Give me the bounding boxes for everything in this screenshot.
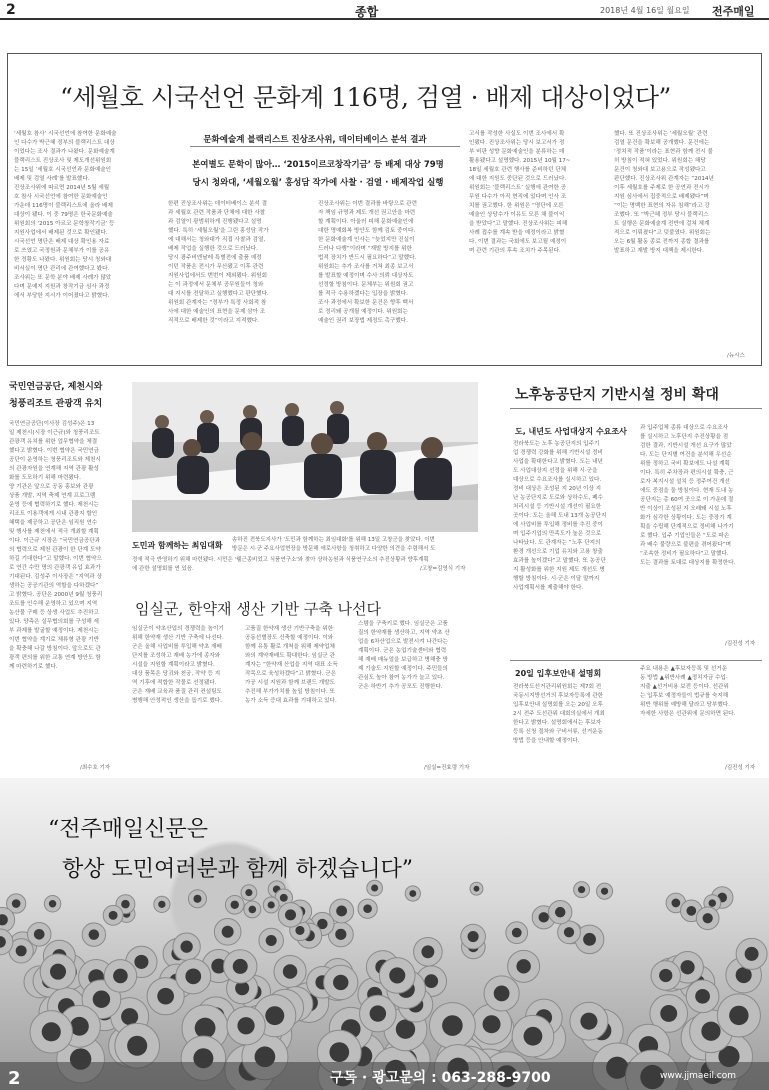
section-name: 종합: [355, 5, 379, 19]
top-col-2-line: 과 검열이 광범위하게 진행됐다고 설명: [168, 219, 262, 225]
sunflower: [549, 900, 572, 923]
top-col-1-line: 위원회의 ‘2015 아르코 문학창작기금’ 등: [14, 221, 115, 227]
page-number: 2: [6, 2, 16, 18]
top-col-1-line: 호 참사 시국선언에 참여한 문화예술인: [14, 194, 108, 200]
mid-col-3-line: 제 기술도 지원할 예정이다. 주민들의: [358, 666, 448, 672]
top-col-1-line: 조사위는 또 문학 분야 배제 사례가 많았: [14, 275, 112, 281]
sunflower: [27, 923, 51, 947]
top-col-1-line: 이었다는 조사 결과가 나왔다. 문화예술계: [14, 149, 115, 155]
top-col-4-line: 위원회는 ‘블랙리스트’ 실행에 관여한 공: [469, 185, 567, 191]
top-col-2-line: 사에 대한 예술인의 표현을 문제 삼아 조: [168, 309, 266, 315]
right-col-1-line: 정비 대상은 조성된 지 20년 이상 지: [513, 486, 602, 492]
top-col-2-line: 대 지시를 전달하고 실행했다고 판단했다.: [168, 291, 269, 297]
top-col-1-line: 지원사업에서 배제된 것으로 확인됐다.: [14, 230, 108, 236]
top-col-2-line: 에 대해서는 청와대가 직접 사찰과 검열,: [168, 237, 266, 243]
ad-line-1: “전주매일신문은: [48, 817, 209, 842]
top-col-5: [614, 130, 757, 350]
right-sub2-col-2-line: 동 방법 ▲위반사례 ▲정치자금 수입·: [640, 675, 728, 681]
sunflower: [278, 903, 302, 927]
mid-col-2-line: 계자는 “한약재 산업을 지역 대표 소득: [245, 662, 338, 668]
sunflower: [512, 1015, 554, 1057]
top-col-2-line: 한편 진상조사위는 데이터베이스 분석 결: [168, 201, 267, 207]
top-col-1-line: 한 정황도 나왔다. 위원회는 당시 청와대: [14, 257, 112, 263]
right-rule: [510, 408, 762, 409]
right-col-1-line: 에 사업비를 투입해 정비를 추진 중이: [513, 522, 603, 528]
top-col-5-line: 했다. 또 진상조사위는 ‘세월오월’ 관련: [614, 131, 708, 137]
top-col-2: [168, 200, 314, 360]
sunflower: [259, 928, 284, 953]
top-col-1-line: 대상이 됐다. 이 중 79명은 한국문화예술: [14, 212, 113, 218]
left-article-line: 고 밝혔다. 공단은 2000년 9월 청풍리: [9, 592, 103, 598]
left-article-line: 관광객 유치를 위한 업무협약을 체결: [9, 439, 98, 445]
right-sub2-col-2-line: 주요 내용은 ▲후보자등록 및 선거운: [640, 666, 728, 672]
top-col-4-line: 18일 세월호 관련 행사를 준비하던 단체: [469, 167, 567, 173]
left-article-line: 광객 편의를 위한 교통 연계 방안도 함: [9, 655, 101, 661]
mid-col-1-line: 시설을 지원할 계획이라고 밝혔다.: [132, 662, 215, 668]
sunflower: [717, 994, 760, 1037]
page-header: [0, 0, 769, 20]
right-col-2-line: 위를 정하고 국비 확보에도 나설 계획: [640, 461, 730, 467]
sunflower: [224, 950, 257, 983]
top-col-4: [469, 130, 609, 360]
top-col-3-line: 진상조사위는 이번 결과를 바탕으로 관련: [318, 201, 417, 207]
right-col-2: [640, 424, 762, 590]
ad-url: www.jjmaeil.com: [660, 1071, 737, 1081]
mid-col-2-line: 와의 계약재배도 확대한다. 임실군 관: [245, 653, 335, 659]
top-col-5-line: 지원 심사에서 집중적으로 배제됐다”며: [614, 194, 709, 200]
mid-col-2-line: 작목으로 육성하겠다”고 밝혔다. 군은: [245, 671, 337, 677]
right-col-2-line: 과 배수 불량으로 불편을 겪어왔다”며: [640, 542, 732, 548]
mid-col-1-line: 군은 재배 교육과 품질 관리 컨설팅도: [132, 689, 222, 695]
top-col-2-line: 당시 광주비엔날레 특별전에 출품 예정: [168, 255, 262, 261]
top-col-2-line: 위원회 관계자는 “정부가 특정 사회적 참: [168, 300, 267, 306]
right-col-2-line: 공단지는 총 60여 곳으로 이 가운데 절: [640, 497, 734, 503]
top-byline: /뉴시스: [727, 353, 745, 359]
right-col-1-line: 효과를 높이겠다”고 말했다. 또 농공단: [513, 558, 606, 564]
left-article-line: 조트를 인수해 운영하고 있으며 지역: [9, 601, 98, 607]
top-col-2-line: 지원사업에서도 번번이 제외됐다. 위원회: [168, 273, 267, 279]
top-col-2-line: 배제 작업을 실행한 것으로 드러났다.: [168, 246, 258, 252]
left-article-body: [9, 420, 127, 760]
right-sub2-headline: 20일 입후보안내 설명회: [515, 669, 602, 678]
top-col-5-line: ‘정치적 작품’이라는 표현과 함께 전시 불: [614, 149, 713, 155]
top-headline: “세월호 시국선언 문화계 116명, 검열 · 배제 대상이었다”: [60, 83, 671, 112]
top-col-4-line: 을 받았다”고 말했다. 진상조사위는 피해: [469, 221, 568, 227]
mid-col-3: [358, 620, 476, 760]
mid-col-1-line: 위해 한약재 생산 기반 구축에 나선다.: [132, 635, 224, 641]
right-sub2-col-1-line: 국동시지방선거의 후보자등록에 관한: [513, 693, 604, 699]
left-article-line: 했다고 밝혔다. 이번 협약은 국민연금: [9, 448, 99, 454]
right-col-1-line: 지 활성화를 위한 지원 제도 개선도 병: [513, 567, 605, 573]
photo-caption-title: 도민과 함께하는 최임대화: [132, 541, 223, 550]
sunflower: [214, 918, 241, 945]
sunflower: [44, 896, 60, 912]
sunflower-ad: [0, 778, 769, 1090]
left-article-line: 상품 개발, 지역 축제 연계 프로그램: [9, 493, 96, 499]
left-article-line: 국민연금공단(이사장 김성주)은 13: [9, 421, 95, 427]
top-col-5-line: 조했다. 또 “박근혜 정부 당시 블랙리스: [614, 212, 709, 218]
top-col-1-line: 진상조사위에 따르면 2014년 5월 세월: [14, 185, 110, 191]
right-col-2-line: 이다. 특히 주차장과 편의시설 확충, 근: [640, 470, 734, 476]
top-col-4-line: 인됐다. 진상조사위는 당시 보고서가 정: [469, 140, 565, 146]
top-col-2-line: 는 이 과정에서 문체부 공무원들이 청와: [168, 282, 264, 288]
left-article-line: 양 기관은 앞으로 공동 홍보와 관광: [9, 484, 94, 490]
right-col-2-line: 로 했다. 입주 기업인들은 “도로 파손: [640, 533, 730, 539]
top-col-4-line: 며 관련 기관의 후속 조치가 주목된다.: [469, 248, 561, 254]
mid-col-3-line: 관심도 높아 참여 농가가 늘고 있다.: [358, 675, 445, 681]
right-col-1-line: 대상으로 수요조사를 실시하고 있다.: [513, 477, 602, 483]
mid-col-1-line: 군은 올해 사업비를 투입해 약초 재배: [132, 644, 222, 650]
top-deck-1: 문화예술계 블랙리스트 진상조사위, 데이터베이스 분석 결과: [203, 135, 427, 145]
mid-col-2-line: 가공 시설 지원과 함께 브랜드 개발도: [245, 680, 335, 686]
masthead: 전주매일: [712, 5, 755, 18]
left-byline: /최수호 기자: [80, 765, 111, 771]
right-col-2-line: 과 입주업체 종류 대상으로 수요조사: [640, 425, 729, 431]
top-col-3-line: 대한 명예회복 방안도 함께 검토 중이다.: [318, 228, 416, 234]
mid-byline: /임실=진효령 기자: [424, 765, 470, 771]
left-article-line: 의 협력으로 제천 관광이 한 단계 도약: [9, 547, 101, 553]
photo-caption-line-3: 정에 적극 반영하기 위해 마련됐다. 시민은 '웰근종비었고 식품연구소'와 찾아 상하농원과 식품연구소의 추진상황과 향후계획: [132, 557, 429, 563]
right-col-2-line: 반 이상이 조성된 지 오래돼 시설 노후: [640, 506, 732, 512]
left-article-line: 있다. 양측은 실무협의회를 구성해 세: [9, 619, 99, 625]
mid-col-1-line: 대상 품목은 당귀와 천궁, 작약 등 지: [132, 671, 221, 677]
right-col-2-line: 로자 복지시설 설치 등 정주여건 개선: [640, 479, 730, 485]
top-col-3-line: 조사 과정에서 확보한 문건은 향후 백서: [318, 300, 414, 306]
left-article-line: 운영 등에 협력하기로 했다. 제천시는: [9, 502, 99, 508]
right-col-1-line: 난 농공단지로 도로와 상하수도, 폐수: [513, 495, 603, 501]
mid-col-1: [132, 625, 240, 765]
top-col-2-line: 과 세월호 관련 작품과 단체에 대한 사찰: [168, 210, 266, 216]
left-article-line: 생하는 공공기관의 역할을 다하겠다”: [9, 583, 99, 589]
top-col-1: [14, 130, 160, 360]
sunflower: [274, 955, 306, 987]
left-article-line: 부 과제를 발굴할 예정이다. 제천시는: [9, 628, 99, 634]
sunflower: [241, 885, 257, 901]
right-sub2-col-2-line: 위반 행위를 예방해 달라고 당부했다.: [640, 702, 730, 708]
top-col-3-line: 를 발표할 예정이며 수사 의뢰 대상자도: [318, 273, 414, 279]
right-col-1-line: 며 입주기업의 만족도가 높은 것으로: [513, 531, 602, 537]
mid-col-1-line: 단지를 조성하고 재배 농가에 종자와: [132, 653, 221, 659]
right-subhead: 도, 내년도 사업대상지 수요조사: [515, 427, 627, 436]
sunflower: [508, 950, 540, 982]
right-col-2-line: 도는 결과를 토대로 대상지를 확정한다.: [640, 560, 736, 566]
sunflower: [405, 886, 420, 901]
top-col-4-line: 무원 다수가 아직 현직에 있다며 인사 조: [469, 194, 567, 200]
mid-col-3-line: 계획이다. 군은 농업기술센터와 협력: [358, 648, 447, 654]
ad-contact: 구독 · 광고문의 : 063-288-9700: [330, 1070, 551, 1086]
right-col-2-line: “조속한 정비가 필요하다”고 말했다.: [640, 551, 729, 557]
top-col-5-line: 이후 세월호를 주제로 한 공연과 전시가: [614, 185, 710, 191]
left-article-line: 리조트 이용객에게 시내 관광지 할인: [9, 511, 98, 517]
top-deck-3: 당시 청와대, ‘세월오월’ 홍성담 작가에 사찰 · 검열 · 배제작업 실행: [192, 178, 444, 188]
ad-line-2: 항상 도민여러분과 함께 하겠습니다”: [62, 857, 414, 882]
right-col-1-line: 업 경쟁력 강화를 위해 기반시설 정비: [513, 450, 603, 456]
sunflower: [484, 976, 519, 1011]
sunflower: [324, 965, 358, 999]
right-col-2-line: 를 실시하고 노후단지 추진상황을 점: [640, 434, 729, 440]
mid-col-2-line: 고품질 한약재 생산 기반구축을 위한: [245, 626, 334, 632]
issue-date: 2018년 4월 16일 월요일: [600, 6, 690, 15]
top-col-2-line: 했다. 특히 ‘세월오월’을 그린 홍성담 작가: [168, 228, 269, 234]
right-col-1-line: 처리시설 등 기반시설 개선이 필요한: [513, 504, 602, 510]
sunflower: [430, 1003, 476, 1049]
top-col-5-line: 발표하고 재발 방지 대책을 제시한다.: [614, 248, 704, 254]
left-article-line: 의 관광자원을 연계해 지역 관광 활성: [9, 466, 99, 472]
right-sub2-col-1: [513, 683, 633, 763]
top-col-3: [318, 200, 463, 360]
right-sub2-col-1-line: 전라북도선거관리위원회는 제7회 전: [513, 684, 602, 690]
mid-col-2-line: 추진해 부가가치를 높일 방침이다. 또: [245, 689, 335, 695]
right-sub2-col-1-line: 방법 등을 안내할 예정이다.: [513, 738, 580, 744]
top-col-3-line: 를 적극 수용하겠다는 입장을 밝혔다.: [318, 291, 408, 297]
mid-col-3-line: 질의 한약재를 생산하고, 지역 약초 산: [358, 630, 450, 636]
sunflower: [103, 905, 123, 925]
left-article-line: 화를 도모하기 위해 마련됐다.: [9, 475, 81, 481]
top-col-5-line: 트 실행은 문화예술계 전반에 걸쳐 체계: [614, 221, 710, 227]
mid-col-3-line: 군은 하반기 추가 공모도 진행한다.: [358, 684, 443, 690]
mid-headline: 임실군, 한약재 생산 기반 구축 나선다: [135, 600, 381, 618]
sunflower: [358, 899, 377, 918]
top-col-5-line: 판단했다. 진상조사위 관계자는 “2014년: [614, 176, 714, 182]
right-col-2-line: 에도 중점을 둘 방침이다. 현재 도내 농: [640, 488, 734, 494]
left-article-line: 께 마련하기로 했다.: [9, 664, 58, 670]
right-sub2-byline: /김진성 기자: [725, 765, 756, 771]
sunflower: [82, 923, 105, 946]
left-article-line: 이다. 이근규 시장은 “국민연금공단과: [9, 538, 101, 544]
right-sub2-col-1-line: 입후보안내 설명회를 오는 20일 오후: [513, 702, 603, 708]
sunflower: [263, 897, 279, 913]
top-col-1-line: 배제 및 검열 사례’를 발표했다.: [14, 176, 90, 182]
sunflower: [461, 924, 486, 949]
mid-col-2-line: 함께 유통 활로 개척을 위해 제약업체: [245, 644, 335, 650]
sunflower: [570, 1002, 608, 1040]
mid-col-2-line: 농가 소득 증대 효과를 기대하고 있다.: [245, 698, 337, 704]
right-col-1-line: 사업계획서를 제출해야 한다.: [513, 585, 584, 590]
right-col-2-line: 검한 결과, 기반시설 개선 요구가 많았: [640, 443, 732, 449]
right-sub2-col-2-line: 는 입후보 예정자들이 법규를 숙지해: [640, 693, 729, 699]
top-col-1-line: 비서실이 명단 관리에 관여했다고 봤다.: [14, 266, 110, 272]
top-col-1-line: 는 15일 ‘세월호 시국선언과 문화예술인: [14, 167, 112, 173]
left-headline-1: 국민연금공단, 제천시와: [9, 382, 103, 392]
top-col-1-line: 가운데 116명이 블랙리스트에 올라 배제: [14, 203, 113, 209]
right-col-1-line: 사업을 확대한다고 밝혔다. 도는 내년: [513, 459, 603, 465]
top-deck-2: 본여별도 문학이 많아… ‘2015이르코창작기금’ 등 배제 대상 79명: [192, 160, 444, 170]
right-sub2-col-1-line: 한다고 밝혔다. 설명회에서는 후보자: [513, 720, 602, 726]
left-article-line: 로 연간 수만 명의 관광객 유입 효과가: [9, 565, 101, 571]
sunflower: [104, 960, 137, 993]
left-article-line: 일 제천시(시장 이근규)와 청풍리조트: [9, 430, 100, 436]
mid-col-3-line: 스템을 구축키로 했다. 임실군은 고품: [358, 621, 448, 627]
mid-col-1-line: 병행해 안정적인 생산을 돕기로 했다.: [132, 698, 222, 704]
right-col-1-line: 나타났다. 도 관계자는 “노후 단지의: [513, 540, 601, 546]
top-col-1-line: 다며 문예지 지원과 창작기금 심사 과정: [14, 284, 110, 290]
top-col-5-line: “이는 명백한 표현의 자유 침해”라고 강: [614, 203, 710, 209]
left-article-line: 하길 기대한다”고 말했다. 이번 협약으: [9, 556, 102, 562]
top-col-2-line: 직적으로 배제한 것”이라고 지적했다.: [168, 318, 260, 324]
right-col-1-line: 도 사업대상지 선정을 위해 시·군을: [513, 468, 598, 474]
top-col-3-line: 법적 장치가 반드시 필요하다”고 말했다.: [318, 255, 417, 261]
meeting-photo: [132, 382, 478, 532]
top-col-4-line: 예술인 상당수가 이유도 모른 채 불이익: [469, 212, 565, 218]
top-col-4-line: 치를 권고했다. 한 위원은 “명단에 오른: [469, 203, 564, 209]
right-sub2-col-2-line: 자세한 사항은 선관위에 문의하면 된다.: [640, 711, 736, 717]
mid-col-2-line: 공동선별장도 신축할 예정이다. 이와: [245, 635, 334, 641]
sunflower: [188, 890, 206, 908]
top-col-3-line: 예술인 권리 보장법 제정도 촉구했다.: [318, 318, 408, 324]
left-article-line: 및 행사를 제천에서 적극 개최할 계획: [9, 529, 99, 535]
top-col-3-line: 자 책임 규명과 제도 개선 권고안을 마련: [318, 210, 416, 216]
top-col-4-line: 부 비판 성향 문화예술인을 분류하는 데: [469, 149, 565, 155]
right-col-1-line: 행할 방침이다. 시·군은 이달 말까지: [513, 576, 600, 582]
sunflower: [736, 938, 767, 969]
photo-caption-line-1: 송하진 전북도지사가 '도민과 함께하는 최임대화'를 위해 13일 고창군을 찾았다. 이번: [232, 537, 435, 543]
mid-col-1-line: 역 기후에 적합한 작물로 선정됐다.: [132, 680, 217, 686]
left-headline-2: 청풍리조트 관광객 유치: [9, 399, 103, 409]
deck-rule: [190, 146, 460, 147]
right-col-2-line: 화가 심각한 상황이다. 도는 중장기 계: [640, 515, 732, 521]
top-col-3-line: 위원회는 추가 조사를 거쳐 최종 보고서: [318, 264, 414, 270]
sunflower: [414, 937, 443, 966]
top-col-1-line: 블랙리스트 진상조사 및 제도개선위원회: [14, 158, 112, 164]
left-article-line: 기대된다. 김성주 이사장은 “지역과 상: [9, 574, 102, 580]
left-article-line: 공단이 운영하는 청풍리조트와 제천시: [9, 457, 101, 463]
right-sub2-rule: [510, 660, 762, 661]
mid-col-3-line: 해 재배 매뉴얼을 보급하고 병해충 방: [358, 657, 448, 663]
right-col-1-line: 환경 개선으로 기업 유치와 고용 창출: [513, 549, 603, 555]
top-col-5-line: 검열 문건을 확보해 공개했다. 문건에는: [614, 140, 710, 146]
right-sub2-col-1-line: 등록 신청 절차와 구비서류, 선거운동: [513, 729, 603, 735]
photo-credit: /고창=김영식 기자: [420, 566, 466, 572]
mid-col-3-line: 업을 6차산업으로 발전시켜 나간다는: [358, 639, 448, 645]
top-col-5-line: 허 방침이 적혀 있었다. 위원회는 해당: [614, 158, 706, 164]
right-sub2-col-2-line: 지출 ▲선거비용 보전 등이다. 선관위: [640, 684, 729, 690]
sunflower: [173, 933, 200, 960]
left-article-line: 혜택을 제공하고 공단은 임직원 연수: [9, 520, 98, 526]
sunflower: [470, 882, 483, 895]
sunflower: [506, 922, 528, 944]
mid-col-2: [245, 625, 353, 765]
top-col-4-line: 사례 접수를 계속 받을 예정이라고 밝혔: [469, 230, 565, 236]
top-col-3-line: 한 문화예술계 인사는 “늦었지만 진실이: [318, 237, 415, 243]
top-col-1-line: 인 다수가 박근혜 정부의 블랙리스트 대상: [14, 140, 115, 146]
left-article-line: 을 확충해 나갈 방침이다. 앞으로도 관: [9, 646, 101, 652]
sunflower: [686, 980, 719, 1013]
top-col-5-line: 적으로 이뤄졌다”고 덧붙였다. 위원회는: [614, 230, 711, 236]
top-col-1-line: 로 쓰였고 국정원과 문체부가 이를 공유: [14, 248, 110, 254]
top-col-2-line: 이던 작품은 전시가 무산됐고 이후 관련: [168, 264, 264, 270]
ad-page-mark: 2: [8, 1068, 21, 1089]
left-article-line: 농산물 구매 등 상생 사업도 추진하고: [9, 610, 99, 616]
right-sub2-col-1-line: 2시 전주 도선관위 대회의실에서 개최: [513, 711, 605, 717]
left-article-line: 이번 협약을 계기로 체류형 관광 기반: [9, 637, 99, 643]
sunflower: [154, 896, 170, 912]
top-col-5-line: 오는 6월 활동 종료 전까지 종합 결과를: [614, 239, 710, 245]
top-col-5-line: 문건이 청와대 보고용으로 작성됐다고: [614, 167, 706, 173]
right-headline: 노후농공단지 기반시설 정비 확대: [515, 387, 719, 403]
top-col-3-line: 선정할 방침이다. 문체부는 위원회 권고: [318, 282, 414, 288]
right-col-2-line: 획을 수립해 단계적으로 정비해 나가기: [640, 524, 734, 530]
right-col-2-line: 다. 도는 단지별 여건을 분석해 우선순: [640, 452, 732, 458]
sunflower: [696, 907, 719, 930]
sunflower: [30, 1011, 72, 1053]
sunflower: [40, 954, 76, 990]
top-col-1-line: 에서 부당한 지시가 이어졌다고 밝혔다.: [14, 293, 110, 299]
top-col-3-line: 할 계획이다. 아울러 피해 문화예술인에: [318, 219, 414, 225]
photo-caption-line-4: 에 관한 설명회를 연 있음.: [132, 566, 194, 572]
mid-col-1-line: 임실군이 약초산업의 경쟁력을 높이기: [132, 626, 224, 632]
sunflower: [244, 901, 261, 918]
sunflower: [597, 883, 613, 899]
right-sub2-col-2: [640, 665, 762, 755]
sunflower: [176, 959, 211, 994]
top-col-4-line: 활용됐다고 설명했다. 2015년 10월 17~: [469, 158, 571, 164]
right-col-1-line: 전라북도는 노후 농공단지의 입주기: [513, 441, 600, 447]
right-col-1-line: 곳이다. 도는 올해 도내 13개 농공단지: [513, 513, 607, 519]
right-byline: /김진성 기자: [725, 641, 756, 647]
top-col-4-line: 고서를 작성한 사실도 이번 조사에서 확: [469, 131, 565, 137]
top-col-4-line: 다. 이번 결과는 국회에도 보고될 예정이: [469, 239, 567, 245]
top-col-3-line: 로 정리돼 공개될 예정이다. 위원회는: [318, 309, 408, 315]
top-col-1-line: ‘세월호 참사’ 시국선언에 참여한 문화예술: [14, 131, 117, 137]
top-col-3-line: 드러나 다행”이라며 “재발 방지를 위한: [318, 246, 412, 252]
sunflower: [574, 882, 590, 898]
top-col-1-line: 시국선언 명단은 배제 대상 확인용 자료: [14, 239, 110, 245]
sunflower: [227, 1007, 265, 1045]
sunflower: [379, 958, 415, 994]
right-col-1: [513, 440, 633, 590]
sunflower: [225, 895, 244, 914]
photo-caption-line-2: 방문은 시·군 주요사업현장을 방문해 애로사항을 청취하고 다양한 의견을 수렴해서 도: [232, 546, 436, 552]
top-col-4-line: 에 대한 지원도 중단된 것으로 드러났다.: [469, 176, 567, 182]
sunflower: [651, 961, 680, 990]
